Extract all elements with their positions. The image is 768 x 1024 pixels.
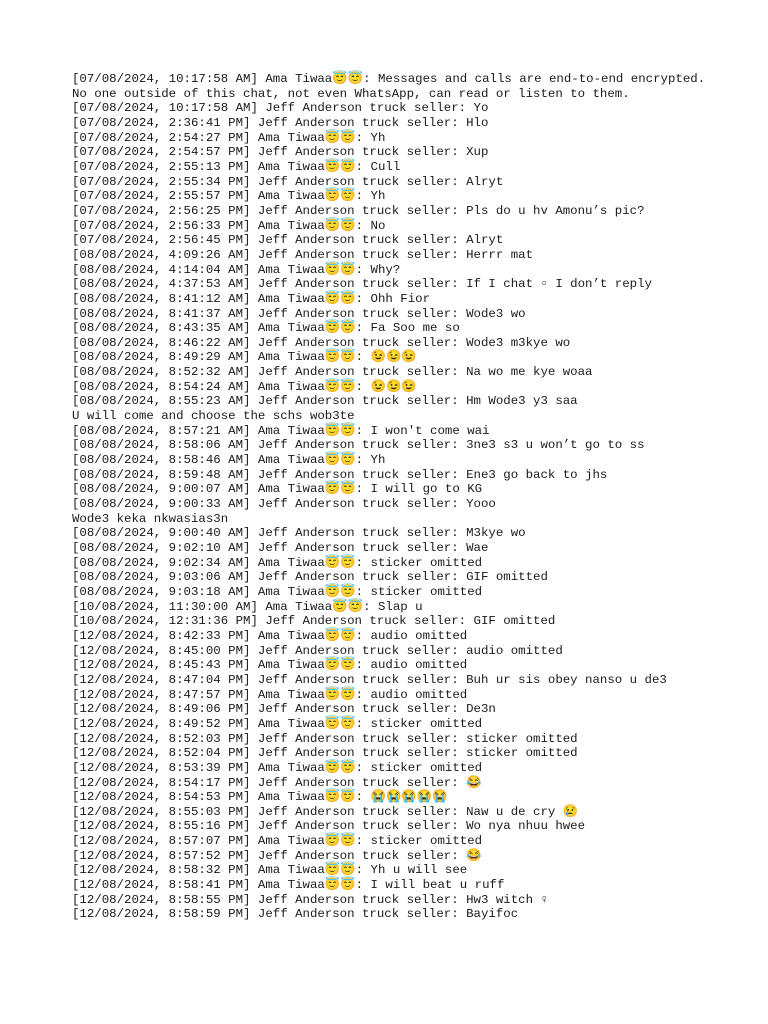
chat-message: [07/08/2024, 2:55:57 PM] Ama Tiwaa😇😇: Yh bbox=[72, 189, 386, 204]
chat-message: [08/08/2024, 9:02:34 AM] Ama Tiwaa😇😇: sticker omitted bbox=[72, 555, 483, 570]
chat-message: [07/08/2024, 2:56:25 PM] Jeff Anderson truck seller: Pls do u hv Amonu’s pic? bbox=[72, 203, 645, 218]
chat-message: [12/08/2024, 8:53:39 PM] Ama Tiwaa😇😇: sticker omitted bbox=[72, 760, 483, 775]
chat-message: [12/08/2024, 8:58:41 PM] Ama Tiwaa😇😇: I will beat u ruff bbox=[72, 878, 505, 893]
chat-message: [12/08/2024, 8:49:06 PM] Jeff Anderson truck seller: De3n bbox=[72, 702, 496, 717]
chat-message: [12/08/2024, 8:49:52 PM] Ama Tiwaa😇😇: sticker omitted bbox=[72, 716, 483, 731]
chat-message: [08/08/2024, 4:09:26 AM] Jeff Anderson truck seller: Herrr mat bbox=[72, 247, 534, 262]
chat-message: [08/08/2024, 8:54:24 AM] Ama Tiwaa😇😇: 😉😉😉 bbox=[72, 379, 417, 394]
chat-message: [12/08/2024, 8:54:53 PM] Ama Tiwaa😇😇: 😭😭😭😭😭 bbox=[72, 790, 448, 805]
chat-message: [08/08/2024, 9:00:33 AM] Jeff Anderson truck seller: Yooo Wode3 keka nkwasias3n bbox=[72, 497, 496, 526]
chat-message: [07/08/2024, 2:54:27 PM] Ama Tiwaa😇😇: Yh bbox=[72, 130, 386, 145]
chat-message: [08/08/2024, 9:03:06 AM] Jeff Anderson truck seller: GIF omitted bbox=[72, 570, 548, 585]
chat-message: [12/08/2024, 8:45:43 PM] Ama Tiwaa😇😇: audio omitted bbox=[72, 658, 468, 673]
chat-message: [08/08/2024, 8:52:32 AM] Jeff Anderson truck seller: Na wo me kye woaa bbox=[72, 365, 593, 380]
chat-message: [07/08/2024, 10:17:58 AM] Ama Tiwaa😇😇: Messages and calls are end-to-end encrypted. No one outside of this chat, not even WhatsApp, can read or listen to them. bbox=[72, 72, 713, 101]
chat-message: [12/08/2024, 8:58:59 PM] Jeff Anderson truck seller: Bayifoc bbox=[72, 907, 519, 922]
chat-message: [10/08/2024, 11:30:00 AM] Ama Tiwaa😇😇: Slap u bbox=[72, 599, 423, 614]
chat-message: [07/08/2024, 2:36:41 PM] Jeff Anderson truck seller: Hlo bbox=[72, 115, 489, 130]
chat-message: [08/08/2024, 8:49:29 AM] Ama Tiwaa😇😇: 😉😉😉 bbox=[72, 350, 417, 365]
chat-message: [12/08/2024, 8:52:03 PM] Jeff Anderson truck seller: sticker omitted bbox=[72, 731, 578, 746]
chat-message: [08/08/2024, 9:00:07 AM] Ama Tiwaa😇😇: I will go to KG bbox=[72, 482, 483, 497]
chat-message: [08/08/2024, 9:00:40 AM] Jeff Anderson truck seller: M3kye wo bbox=[72, 526, 526, 541]
chat-message: [08/08/2024, 9:02:10 AM] Jeff Anderson truck seller: Wae bbox=[72, 541, 489, 555]
chat-message: [07/08/2024, 2:54:57 PM] Jeff Anderson truck seller: Xup bbox=[72, 145, 489, 160]
chat-message: [12/08/2024, 8:47:04 PM] Jeff Anderson truck seller: Buh ur sis obey nanso u de3 bbox=[72, 672, 667, 687]
chat-message: [08/08/2024, 8:59:48 AM] Jeff Anderson truck seller: Ene3 go back to jhs bbox=[72, 467, 608, 482]
chat-message: [12/08/2024, 8:54:17 PM] Jeff Anderson truck seller: 😂 bbox=[72, 775, 482, 790]
chat-message: [07/08/2024, 10:17:58 AM] Jeff Anderson truck seller: Yo bbox=[72, 101, 489, 116]
chat-message: [12/08/2024, 8:55:03 PM] Jeff Anderson truck seller: Naw u de cry 😢 bbox=[72, 804, 579, 819]
chat-message: [08/08/2024, 8:55:23 AM] Jeff Anderson truck seller: Hm Wode3 y3 saa U will come and choose the schs wob3te bbox=[72, 394, 578, 424]
chat-message: [08/08/2024, 9:03:18 AM] Ama Tiwaa😇😇: sticker omitted bbox=[72, 584, 483, 599]
chat-message: [12/08/2024, 8:57:07 PM] Ama Tiwaa😇😇: sticker omitted bbox=[72, 834, 483, 849]
chat-message: [08/08/2024, 4:14:04 AM] Ama Tiwaa😇😇: Why? bbox=[72, 262, 401, 277]
chat-message: [12/08/2024, 8:55:16 PM] Jeff Anderson truck seller: Wo nya nhuu hwee bbox=[72, 819, 586, 834]
chat-transcript bbox=[72, 72, 712, 922]
chat-message: [08/08/2024, 8:46:22 AM] Jeff Anderson truck seller: Wode3 m3kye wo bbox=[72, 335, 571, 350]
chat-message: [12/08/2024, 8:45:00 PM] Jeff Anderson truck seller: audio omitted bbox=[72, 643, 563, 658]
chat-message: [07/08/2024, 2:55:13 PM] Ama Tiwaa😇😇: Cull bbox=[72, 159, 401, 174]
chat-message: [08/08/2024, 8:57:21 AM] Ama Tiwaa😇😇: I won't come wai bbox=[72, 423, 490, 438]
chat-message: [07/08/2024, 2:56:45 PM] Jeff Anderson truck seller: Alryt bbox=[72, 233, 504, 248]
chat-message: [07/08/2024, 2:55:34 PM] Jeff Anderson truck seller: Alryt bbox=[72, 174, 504, 189]
chat-message: [12/08/2024, 8:57:52 PM] Jeff Anderson truck seller: 😂 bbox=[72, 848, 482, 863]
chat-message: [12/08/2024, 8:42:33 PM] Ama Tiwaa😇😇: audio omitted bbox=[72, 628, 468, 643]
chat-message: [08/08/2024, 8:43:35 AM] Ama Tiwaa😇😇: Fa Soo me so bbox=[72, 321, 460, 336]
chat-message: [12/08/2024, 8:58:32 PM] Ama Tiwaa😇😇: Yh u will see bbox=[72, 863, 468, 878]
chat-message: [08/08/2024, 8:58:06 AM] Jeff Anderson truck seller: 3ne3 s3 u won’t go to ss bbox=[72, 438, 645, 453]
chat-message: [12/08/2024, 8:52:04 PM] Jeff Anderson truck seller: sticker omitted bbox=[72, 746, 578, 761]
chat-message: [08/08/2024, 8:41:37 AM] Jeff Anderson truck seller: Wode3 wo bbox=[72, 306, 526, 321]
chat-message: [10/08/2024, 12:31:36 PM] Jeff Anderson truck seller: GIF omitted bbox=[72, 614, 556, 629]
chat-message: [07/08/2024, 2:56:33 PM] Ama Tiwaa😇😇: No bbox=[72, 218, 386, 233]
chat-message: [08/08/2024, 4:37:53 AM] Jeff Anderson truck seller: If I chat ▫ I don’t reply bbox=[72, 277, 652, 292]
chat-message: [08/08/2024, 8:58:46 AM] Ama Tiwaa😇😇: Yh bbox=[72, 453, 386, 468]
chat-message: [12/08/2024, 8:58:55 PM] Jeff Anderson truck seller: Hw3 witch ♀ bbox=[72, 892, 548, 907]
chat-message: [08/08/2024, 8:41:12 AM] Ama Tiwaa😇😇: Ohh Fior bbox=[72, 291, 431, 306]
chat-message: [12/08/2024, 8:47:57 PM] Ama Tiwaa😇😇: audio omitted bbox=[72, 687, 468, 702]
